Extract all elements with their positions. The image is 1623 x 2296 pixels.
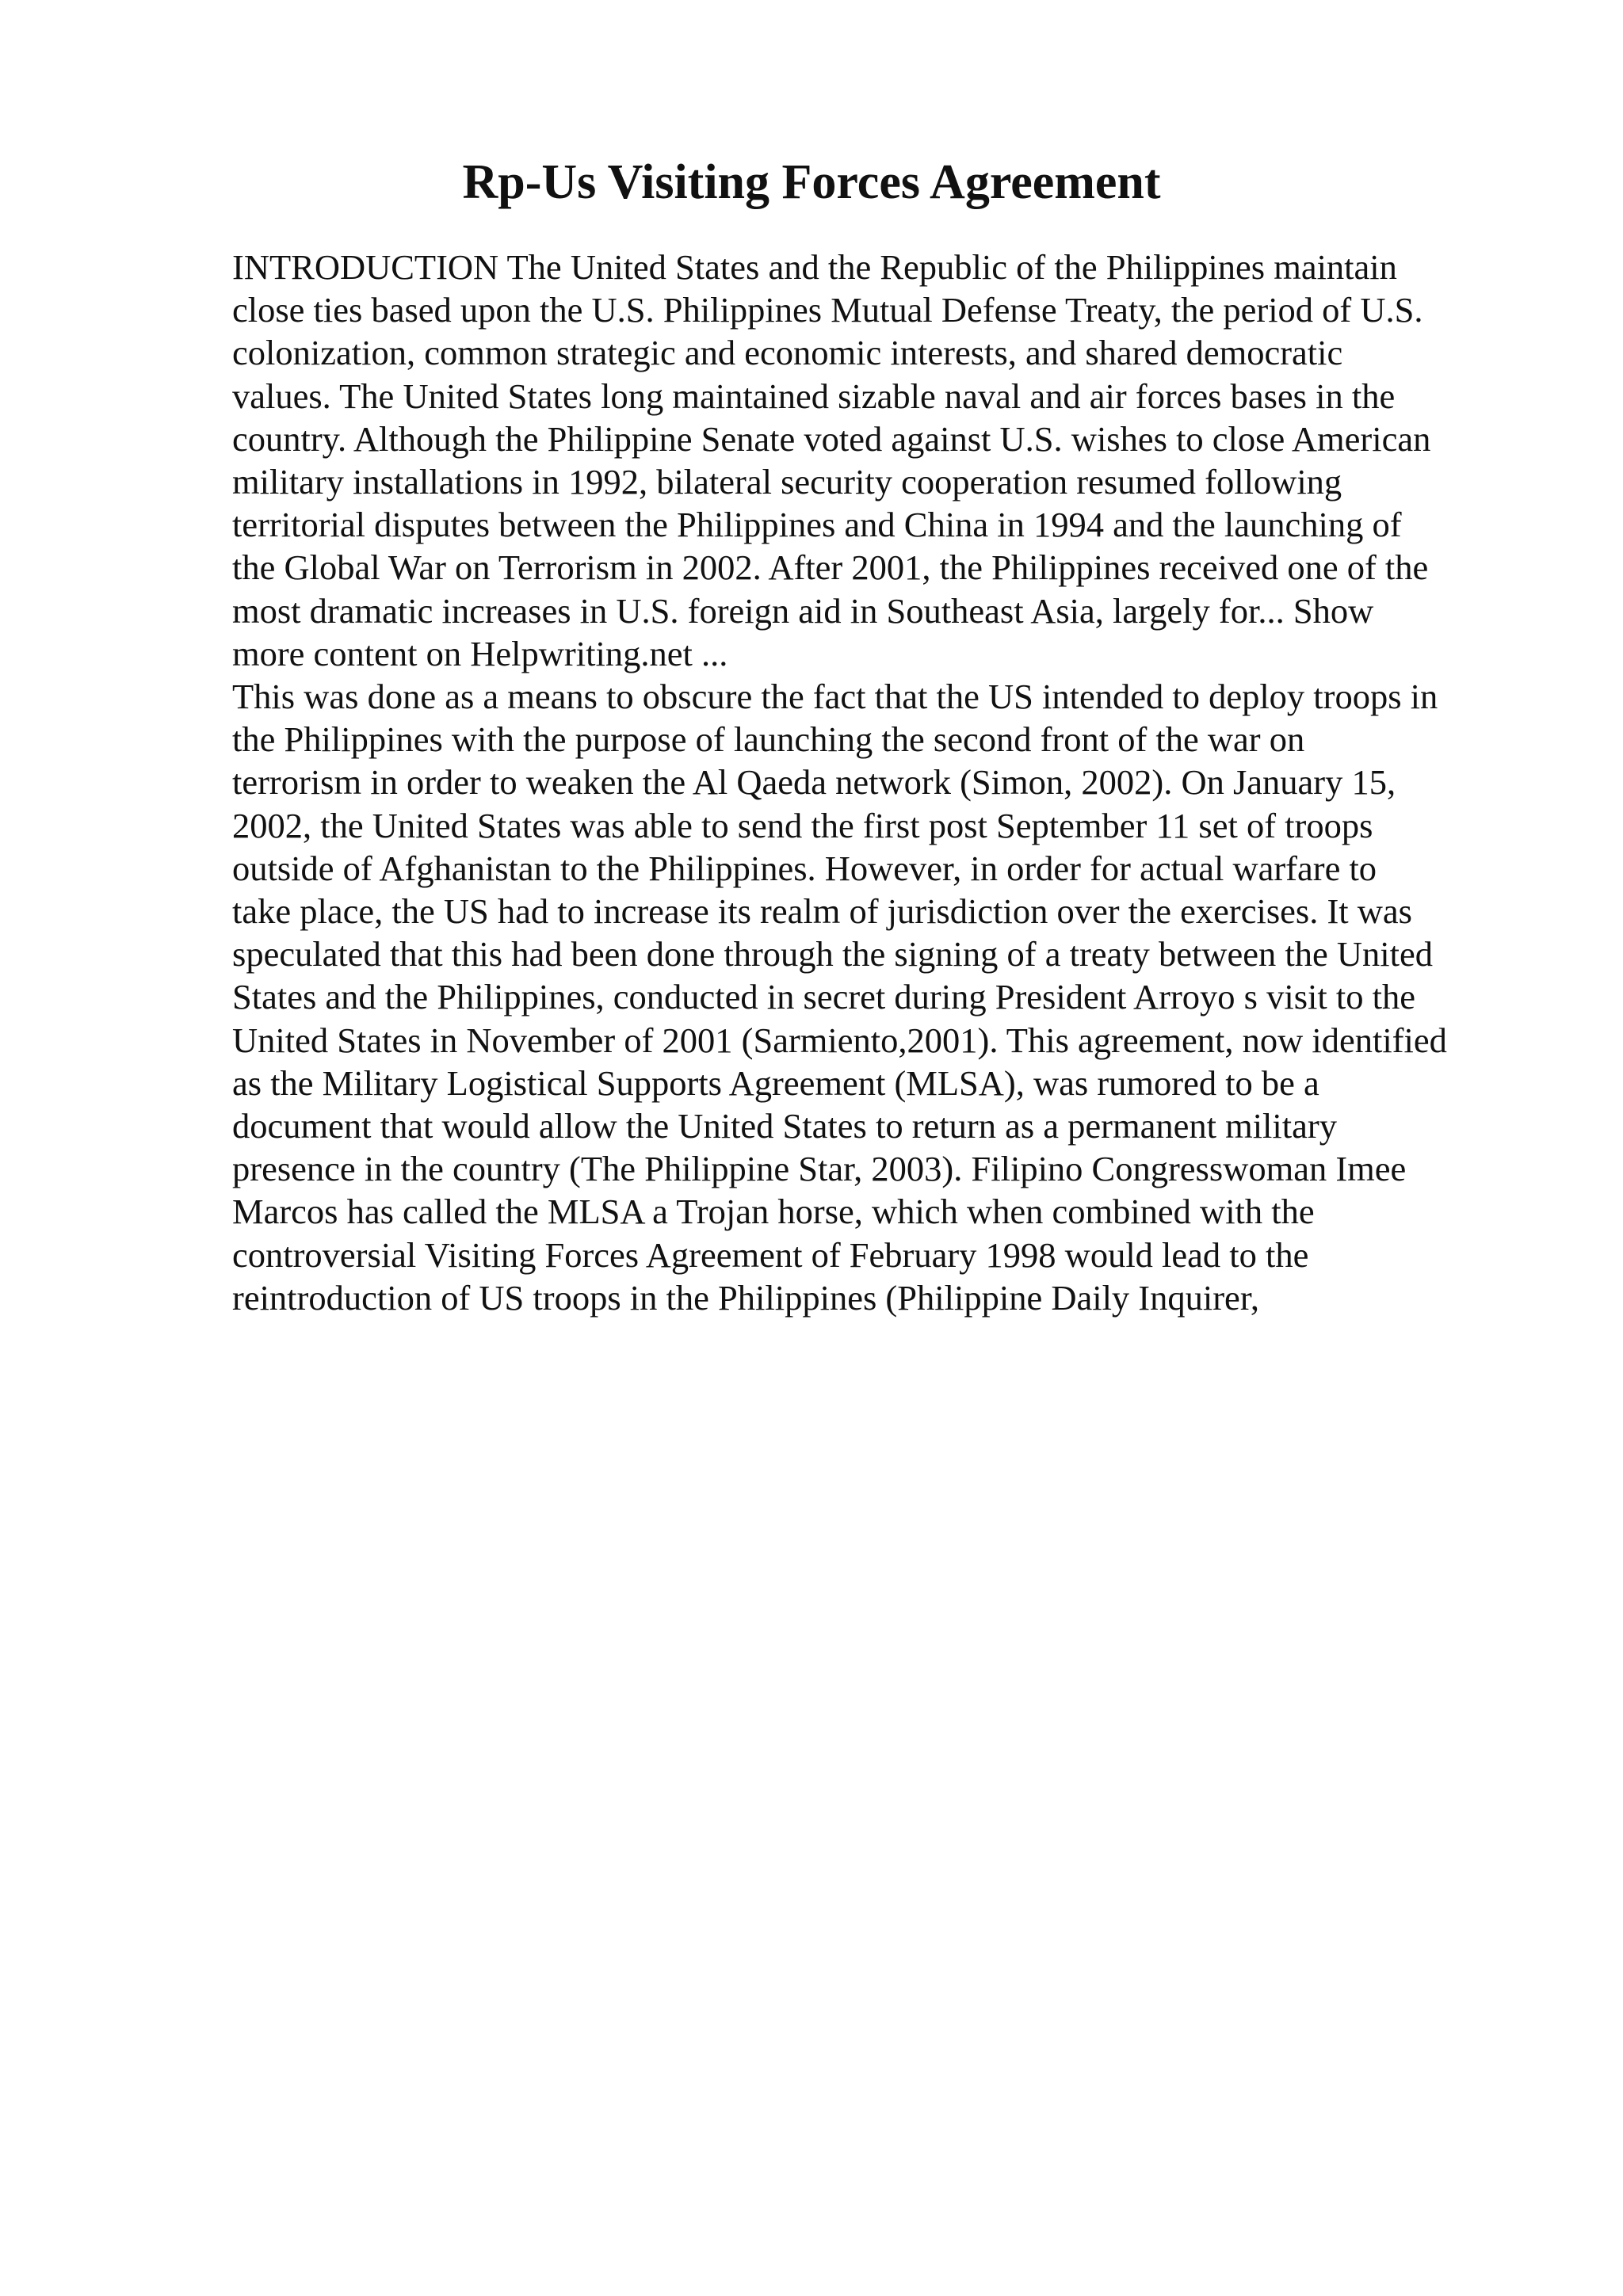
text-line: the Global War on Terrorism in 2002. After 2001, the Philippines received one of the: [232, 547, 1429, 588]
text-line: controversial Visiting Forces Agreement of February 1998 would lead to the: [232, 1234, 1309, 1275]
document-title: Rp-Us Visiting Forces Agreement: [462, 155, 1161, 209]
text-line: territorial disputes between the Philippines and China in 1994 and the launching of: [232, 505, 1402, 545]
text-line: close ties based upon the U.S. Philippines Mutual Defense Treaty, the period of U.S.: [232, 290, 1423, 330]
text-line: take place, the US had to increase its realm of jurisdiction over the exercises. It was: [232, 891, 1412, 932]
text-line: United States in November of 2001 (Sarmiento,2001). This agreement, now identified: [232, 1020, 1447, 1060]
text-line: more content on Helpwriting.net ...: [232, 633, 728, 673]
paragraph-introduction: [232, 246, 1520, 675]
document-body: [232, 246, 1520, 1319]
text-line: colonization, common strategic and economic interests, and shared democratic: [232, 333, 1343, 373]
text-line: the Philippines with the purpose of launching the second front of the war on: [232, 719, 1305, 760]
text-line: Marcos has called the MLSA a Trojan horse, which when combined with the: [232, 1192, 1315, 1232]
text-line: States and the Philippines, conducted in secret during President Arroyo s visit to the: [232, 977, 1415, 1017]
text-line: reintroduction of US troops in the Philippines (Philippine Daily Inquirer,: [232, 1277, 1259, 1318]
text-line: document that would allow the United States to return as a permanent military: [232, 1106, 1337, 1146]
paragraph-body: [232, 675, 1520, 1319]
text-line: speculated that this had been done through the signing of a treaty between the United: [232, 934, 1434, 974]
text-line: values. The United States long maintained sizable naval and air forces bases in the: [232, 376, 1396, 416]
text-line: outside of Afghanistan to the Philippines. However, in order for actual warfare to: [232, 848, 1377, 888]
text-line: This was done as a means to obscure the fact that the US intended to deploy troops in: [232, 677, 1438, 717]
text-line: terrorism in order to weaken the Al Qaeda network (Simon, 2002). On January 15,: [232, 762, 1396, 803]
text-line: military installations in 1992, bilateral security cooperation resumed following: [232, 462, 1342, 502]
text-line: INTRODUCTION The United States and the Republic of the Philippines maintain: [232, 247, 1397, 287]
text-line: most dramatic increases in U.S. foreign aid in Southeast Asia, largely for... Show: [232, 590, 1374, 631]
text-line: presence in the country (The Philippine Star, 2003). Filipino Congresswoman Imee: [232, 1149, 1407, 1189]
text-line: 2002, the United States was able to send the first post September 11 set of troops: [232, 805, 1373, 845]
text-line: as the Military Logistical Supports Agreement (MLSA), was rumored to be a: [232, 1062, 1319, 1103]
text-line: country. Although the Philippine Senate voted against U.S. wishes to close American: [232, 418, 1431, 459]
